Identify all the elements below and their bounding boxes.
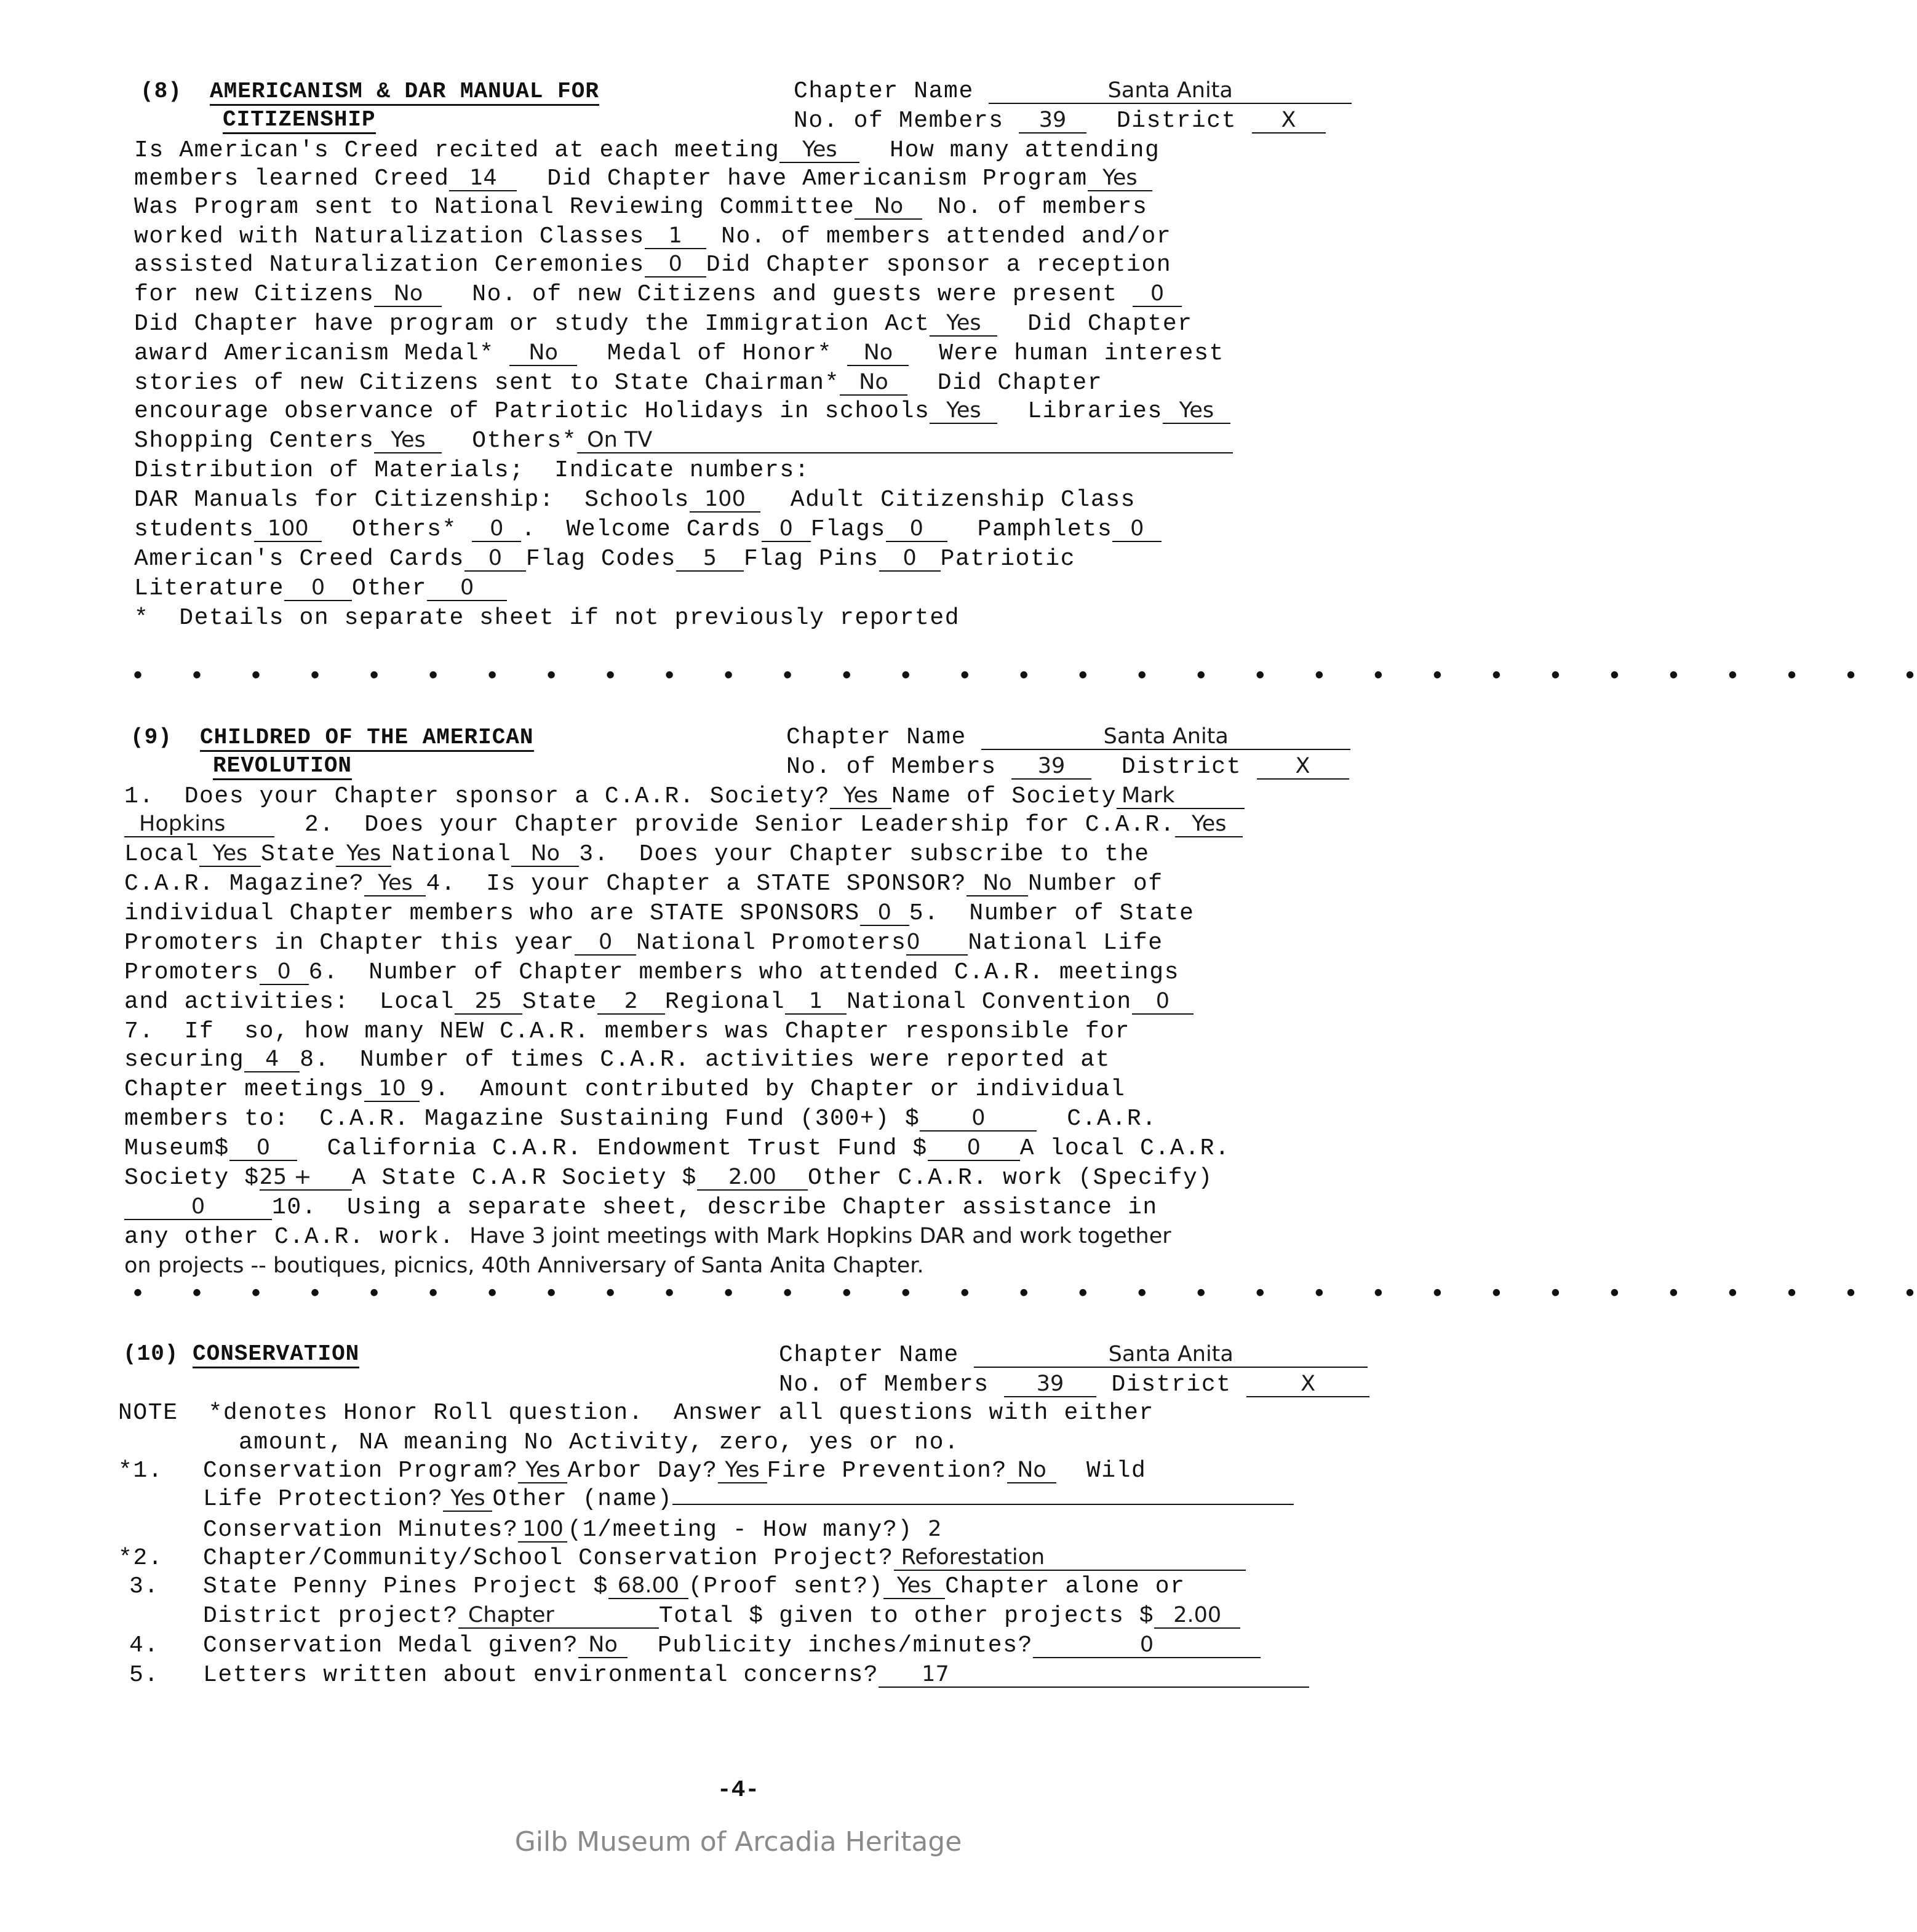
text-line: members learned Creed 14 Did Chapter have Americanism Program Yes	[134, 165, 1152, 193]
text-line: Chapter meetings 10 9. Amount contributed by Chapter or individual	[124, 1076, 1126, 1103]
chapter-name-row: Chapter Name Santa Anita	[786, 724, 1350, 752]
text-line: encourage observance of Patriotic Holidays in schools Yes Libraries Yes	[134, 397, 1230, 426]
text-line: students 100 Others* 0 . Welcome Cards 0 Flags 0 Pamphlets 0	[134, 516, 1162, 544]
text-line: 1. Does your Chapter sponsor a C.A.R. Society? Yes Name of Society Mark	[124, 783, 1245, 811]
text-line: Shopping Centers Yes Others* On TV	[134, 427, 1233, 455]
question-3: 3. State Penny Pines Project $ 68.00 (Proof sent?) Yes Chapter alone or	[129, 1573, 1186, 1600]
question-1-cont: Life Protection? Yes Other (name)	[203, 1485, 1294, 1514]
chapter-name-value: Santa Anita	[989, 78, 1352, 104]
members-value: 39	[1019, 108, 1086, 134]
members-value: 39	[1011, 754, 1091, 780]
text-line: securing 4 8. Number of times C.A.R. activities were reported at	[124, 1047, 1111, 1073]
chapter-name-value: Santa Anita	[981, 724, 1350, 750]
dotted-separator: • • • • • • • • • • • • • • • • • • • • • • • • • • • • • • •	[130, 663, 1917, 691]
text-line: and activities: Local 25 State 2 Regional 1 National Convention 0	[124, 988, 1194, 1016]
question-3-cont: District project? Chapter Total $ given to other projects $ 2.00	[203, 1602, 1240, 1631]
members-value: 39	[1004, 1371, 1096, 1397]
text-line: individual Chapter members who are STATE SPONSORS 0 5. Number of State	[124, 900, 1195, 927]
watermark: Gilb Museum of Arcadia Heritage	[514, 1826, 962, 1858]
members-row: No. of Members 39 District X	[786, 753, 1349, 781]
text-line: Did Chapter have program or study the Immigration Act Yes Did Chapter	[134, 311, 1193, 337]
text-line: 0 10. Using a separate sheet, describe Chapter assistance in	[124, 1194, 1158, 1222]
text-line: award Americanism Medal* No Medal of Honor* No Were human interest	[134, 340, 1224, 367]
question-4: 4. Conservation Medal given? No Publicity inches/minutes? 0	[118, 1632, 1261, 1660]
chapter-name-value: Santa Anita	[974, 1342, 1368, 1368]
text-line: DAR Manuals for Citizenship: Schools 100 Adult Citizenship Class	[134, 487, 1136, 513]
members-row: No. of Members 39 District X	[794, 107, 1326, 135]
text-line: members to: C.A.R. Magazine Sustaining Fund (300+) $ 0 C.A.R.	[124, 1106, 1157, 1132]
text-line: Hopkins 2. Does your Chapter provide Senior Leadership for C.A.R. Yes	[124, 811, 1243, 839]
text-line: C.A.R. Magazine? Yes 4. Is your Chapter a STATE SPONSOR? No Number of	[124, 871, 1163, 897]
footnote: * Details on separate sheet if not previously reported	[134, 605, 960, 631]
note-line: amount, NA meaning No Activity, zero, yes or no.	[239, 1429, 960, 1456]
text-line: Was Program sent to National Reviewing Committee No No. of members	[134, 194, 1148, 220]
text-line: Society $25 + A State C.A.R Society $ 2.00 Other C.A.R. work (Specify)	[124, 1165, 1213, 1191]
handwritten-note: Have 3 joint meetings with Mark Hopkins DAR and work together	[469, 1224, 1171, 1248]
text-line: American's Creed Cards 0 Flag Codes 5 Flag Pins 0 Patriotic	[134, 546, 1076, 572]
question-2: *2. Chapter/Community/School Conservation Project? Reforestation	[118, 1544, 1246, 1573]
dotted-separator: • • • • • • • • • • • • • • • • • • • • • • • • • • • • • • •	[130, 1281, 1917, 1309]
question-5: 5. Letters written about environmental concerns? 17	[118, 1661, 1309, 1690]
text-line: worked with Naturalization Classes 1 No. of members attended and/or	[134, 223, 1172, 250]
members-row: No. of Members 39 District X	[779, 1371, 1369, 1399]
text-line: stories of new Citizens sent to State Chairman* No Did Chapter	[134, 370, 1103, 396]
district-value: X	[1246, 1371, 1369, 1397]
page-number: -4-	[717, 1777, 760, 1803]
section-10-title: (10) CONSERVATION	[123, 1340, 359, 1368]
section-title-line1: AMERICANISM & DAR MANUAL FOR	[210, 79, 599, 106]
district-value: X	[1252, 108, 1326, 134]
text-line: 7. If so, how many NEW C.A.R. members was Chapter responsible for	[124, 1018, 1131, 1045]
chapter-name-row: Chapter Name Santa Anita	[779, 1341, 1368, 1370]
section-9-title: (9) CHILDRED OF THE AMERICAN	[130, 724, 534, 752]
section-number: (8)	[140, 79, 182, 104]
text-line: assisted Naturalization Ceremonies 0 Did Chapter sponsor a reception	[134, 252, 1172, 278]
text-line: Distribution of Materials; Indicate numbers:	[134, 457, 810, 484]
text-line: Local Yes State Yes National No 3. Does your Chapter subscribe to the	[124, 841, 1150, 868]
text-line: Promoters in Chapter this year 0 National Promoters0 National Life	[124, 930, 1163, 956]
text-line: for new Citizens No No. of new Citizens and guests were present 0	[134, 281, 1182, 309]
question-1-cont: Conservation Minutes? 100 (1/meeting - How many?) 2	[203, 1517, 942, 1543]
chapter-name-row: Chapter Name Santa Anita	[794, 78, 1352, 106]
section-8-title-line2: CITIZENSHIP	[223, 106, 376, 134]
text-line: any other C.A.R. work. Have 3 joint meetings with Mark Hopkins DAR and work together	[124, 1224, 1171, 1250]
handwritten-note: on projects -- boutiques, picnics, 40th Anniversary of Santa Anita Chapter.	[124, 1253, 924, 1278]
text-line: Promoters 0 6. Number of Chapter members who attended C.A.R. meetings	[124, 959, 1180, 986]
text-line: Literature 0 Other 0	[134, 575, 507, 603]
district-value: X	[1257, 754, 1349, 780]
text-line: Museum$ 0 California C.A.R. Endowment Trust Fund $ 0 A local C.A.R.	[124, 1135, 1230, 1162]
note-line: NOTE *denotes Honor Roll question. Answer all questions with either	[118, 1400, 1154, 1426]
section-9-title-line2: REVOLUTION	[213, 752, 352, 780]
question-1: *1. Conservation Program? Yes Arbor Day? Yes Fire Prevention? No Wild	[118, 1458, 1147, 1484]
section-8-title	[140, 78, 599, 106]
text-line: Is American's Creed recited at each meeting Yes How many attending	[134, 137, 1160, 164]
